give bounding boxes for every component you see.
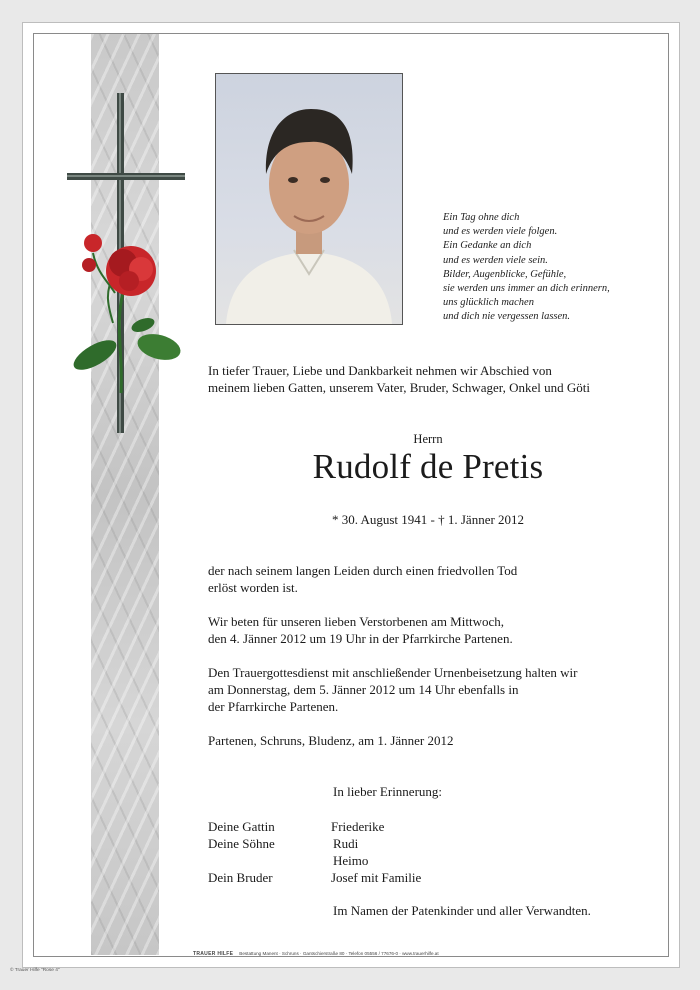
paragraph-prayer [208, 613, 658, 647]
mourner-name-brother: Josef mit Familie [331, 870, 422, 885]
paragraph-line: der nach seinem langen Leiden durch einen friedvollen Tod [208, 563, 518, 578]
mourner-label-wife: Deine Gattin [208, 819, 275, 834]
paragraph-line: am Donnerstag, dem 5. Jänner 2012 um 14 Uhr ebenfalls in [208, 682, 519, 697]
portrait-photo [215, 73, 403, 325]
paragraph-line: den 4. Jänner 2012 um 19 Uhr in der Pfarrkirche Partenen. [208, 631, 513, 646]
mourner-name-son: Heimo [333, 853, 369, 868]
poem-line: Ein Tag ohne dich [443, 212, 520, 223]
copyright-note: © Trauer Hilfe "Rose 4" [10, 968, 60, 973]
remembrance-heading: In lieber Erinnerung: [333, 784, 443, 799]
paragraph-funeral [208, 664, 658, 715]
paragraph-line: Wir beten für unseren lieben Verstorbenen am Mittwoch, [208, 614, 504, 629]
poem-line: und es werden viele folgen. [443, 226, 558, 238]
poem-line: Ein Gedanke an dich [443, 240, 532, 252]
poem-line: und dich nie vergessen lassen. [443, 311, 571, 323]
paragraph-line: Den Trauergottesdienst mit anschließender Urnenbeisetzung halten wir [208, 665, 578, 680]
rose-icon [69, 234, 183, 393]
poem-line: uns glücklich machen [443, 297, 534, 309]
intro-line: meinem lieben Gatten, unserem Vater, Bruder, Schwager, Onkel und Göti [208, 380, 590, 395]
poem-line: und es werden viele sein. [443, 254, 548, 266]
mourner-label-sons: Deine Söhne [208, 836, 275, 851]
mourner-label-brother: Dein Bruder [208, 870, 273, 885]
obituary-card [22, 22, 680, 968]
mourner-name-son: Rudi [333, 836, 359, 851]
salutation: Herrn [413, 432, 443, 446]
footer-info: Bestattung Manent · Schruns · Gantschierstraße 80 · Telefon 05556 / 77676-0 · www.trauerhilfe.at [239, 951, 439, 956]
footer-brand: TRAUER HILFE [193, 951, 234, 957]
paragraph-death [208, 562, 658, 596]
cross-and-rose-illustration [53, 93, 193, 443]
deceased-name: Rudolf de Pretis [312, 447, 544, 486]
paragraph-line: erlöst worden ist. [208, 580, 298, 595]
intro-line: In tiefer Trauer, Liebe und Dankbarkeit nehmen wir Abschied von [208, 363, 552, 378]
mourner-name-wife: Friederike [331, 819, 385, 834]
life-dates: * 30. August 1941 - † 1. Jänner 2012 [331, 512, 525, 527]
poem [443, 211, 673, 325]
footer [193, 951, 439, 957]
poem-line: sie werden uns immer an dich erinnern, [443, 283, 610, 295]
intro-text [208, 362, 658, 396]
poem-line: Bilder, Augenblicke, Gefühle, [443, 268, 567, 280]
place-date: Partenen, Schruns, Bludenz, am 1. Jänner 2012 [208, 733, 454, 748]
closing-line: Im Namen der Patenkinder und aller Verwandten. [333, 903, 591, 918]
paragraph-line: der Pfarrkirche Partenen. [208, 699, 339, 714]
